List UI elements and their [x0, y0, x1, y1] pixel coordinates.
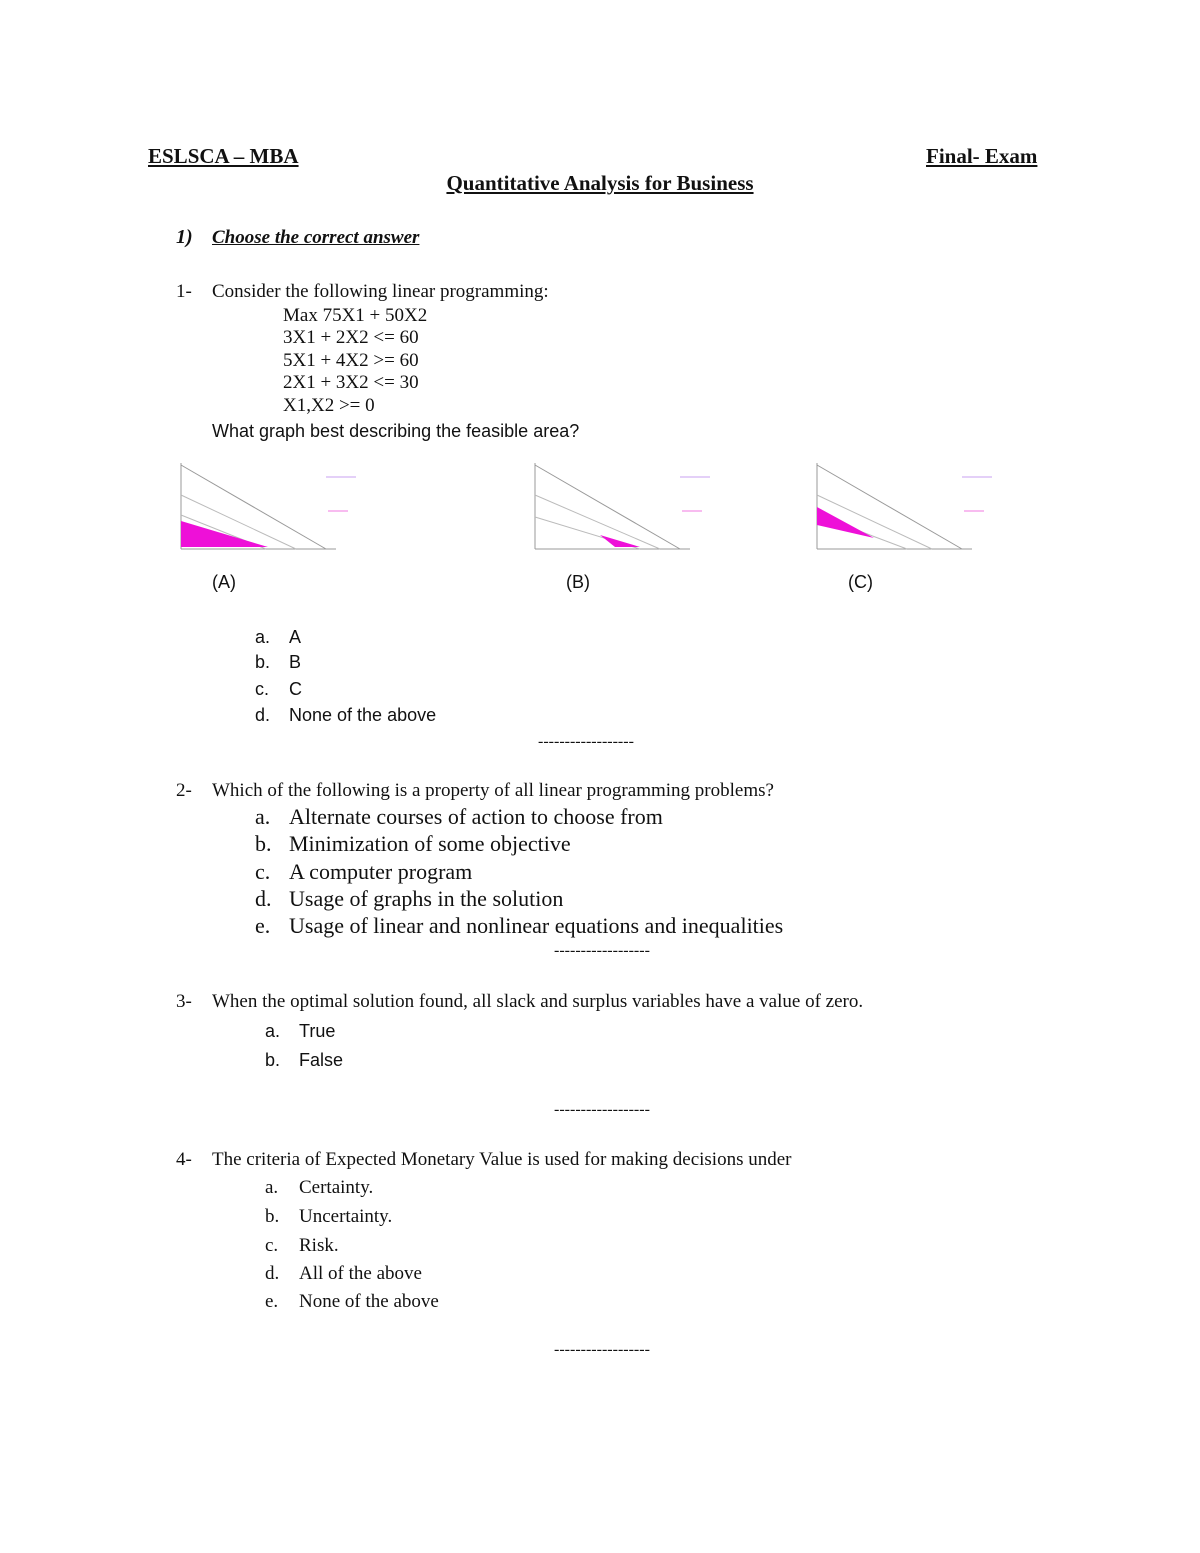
q4-option[interactable]	[265, 1206, 392, 1228]
q1-option[interactable]	[255, 652, 301, 673]
option-text: C	[289, 679, 302, 699]
q4-number: 4-	[176, 1149, 192, 1170]
page-title: Quantitative Analysis for Business	[446, 171, 754, 195]
option-letter: b.	[265, 1206, 280, 1227]
graph-a	[176, 455, 366, 555]
option-letter: e.	[265, 1291, 279, 1312]
q1-equation: 5X1 + 4X2 >= 60	[283, 350, 419, 371]
option-text: Certainty.	[299, 1177, 374, 1198]
q4-option[interactable]	[265, 1177, 373, 1199]
option-letter: d.	[255, 886, 272, 911]
graph-label-b: (B)	[566, 572, 590, 592]
option-text: B	[289, 652, 302, 672]
option-text: None of the above	[299, 1291, 439, 1312]
separator: ------------------	[538, 733, 634, 750]
option-text: Minimization of some objective	[289, 831, 571, 856]
q4-option[interactable]	[265, 1291, 439, 1313]
q2-number: 2-	[176, 780, 192, 801]
option-letter: a.	[255, 804, 271, 829]
graph-label-c: (C)	[848, 572, 873, 592]
option-letter: d.	[265, 1263, 280, 1284]
q3-number: 3-	[176, 991, 192, 1012]
option-text: None of the above	[289, 705, 437, 725]
q2-option[interactable]	[255, 831, 571, 857]
option-letter: a.	[255, 627, 271, 647]
option-letter: c.	[255, 679, 270, 699]
constraint-line	[535, 495, 660, 549]
option-text: Alternate courses of action to choose from	[289, 804, 663, 829]
header-left: ESLSCA – MBA	[148, 144, 299, 168]
option-text: Uncertainty.	[299, 1206, 393, 1227]
section-number: 1)	[176, 226, 193, 248]
section-title: Choose the correct answer	[212, 227, 420, 248]
option-text: A	[289, 627, 302, 647]
q1-text: Consider the following linear programming:	[212, 281, 549, 302]
graph-c	[812, 455, 1002, 555]
header-right: Final- Exam	[926, 144, 1038, 168]
option-letter: e.	[255, 913, 271, 938]
q2-option[interactable]	[255, 913, 783, 939]
option-letter: d.	[255, 705, 271, 725]
q2-option[interactable]	[255, 886, 563, 912]
constraint-line	[817, 465, 962, 549]
option-text: False	[299, 1050, 344, 1070]
q1-option[interactable]	[255, 679, 302, 700]
option-letter: c.	[265, 1235, 279, 1256]
option-text: Usage of linear and nonlinear equations and inequalities	[289, 913, 784, 938]
graph-label-a: (A)	[212, 572, 236, 592]
q3-option[interactable]	[265, 1021, 335, 1042]
q1-equation: X1,X2 >= 0	[283, 395, 375, 416]
option-letter: b.	[255, 831, 272, 856]
q4-option[interactable]	[265, 1235, 339, 1257]
q2-option[interactable]	[255, 859, 472, 885]
option-text: Usage of graphs in the solution	[289, 886, 564, 911]
q3-text: When the optimal solution found, all slack and surplus variables have a value of zero.	[212, 991, 864, 1012]
q1-option[interactable]	[255, 705, 436, 726]
q4-option[interactable]	[265, 1263, 422, 1285]
option-letter: a.	[265, 1177, 279, 1198]
feasible-region	[181, 521, 268, 547]
q1-option[interactable]	[255, 627, 301, 648]
q4-text: The criteria of Expected Monetary Value is used for making decisions under	[212, 1149, 792, 1170]
q2-option[interactable]	[255, 804, 663, 830]
q1-number: 1-	[176, 281, 192, 302]
option-text: A computer program	[289, 859, 473, 884]
option-letter: b.	[265, 1050, 281, 1070]
constraint-line	[535, 465, 680, 549]
option-letter: a.	[265, 1021, 281, 1041]
q3-option[interactable]	[265, 1050, 343, 1071]
option-text: Risk.	[299, 1235, 339, 1256]
q1-equation: 3X1 + 2X2 <= 60	[283, 327, 419, 348]
separator: ------------------	[554, 942, 650, 959]
q2-text: Which of the following is a property of all linear programming problems?	[212, 780, 774, 801]
option-text: All of the above	[299, 1263, 422, 1284]
option-letter: c.	[255, 859, 271, 884]
feasible-region	[600, 535, 640, 547]
separator: ------------------	[554, 1341, 650, 1358]
q1-equation: 2X1 + 3X2 <= 30	[283, 372, 419, 393]
graph-b	[530, 455, 720, 555]
separator: ------------------	[554, 1101, 650, 1118]
option-text: True	[299, 1021, 336, 1041]
q1-prompt: What graph best describing the feasible area?	[212, 421, 580, 441]
q1-equation: Max 75X1 + 50X2	[283, 305, 428, 326]
option-letter: b.	[255, 652, 271, 672]
